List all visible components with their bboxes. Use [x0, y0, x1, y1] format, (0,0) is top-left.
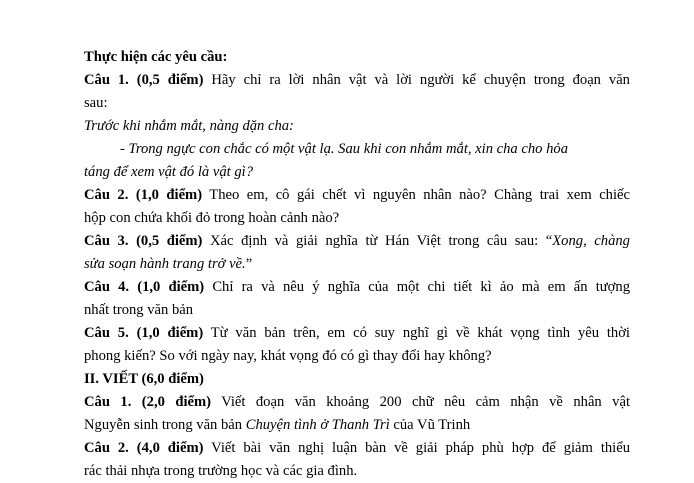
- question-2-line-2: hộp con chứa khối đỏ trong hoàn cảnh nào?: [84, 210, 340, 226]
- writing-question-2-line-2: rác thải nhựa trong trường học và các gia đình.: [84, 463, 358, 479]
- writing-question-1-text-b: Nguyễn sinh trong văn bản: [84, 417, 246, 433]
- section-heading: Thực hiện các yêu cầu:: [84, 49, 228, 65]
- writing-question-2: [84, 437, 630, 483]
- question-5-label: Câu 5. (1,0 điểm): [84, 325, 204, 341]
- question-5-line-1: [84, 322, 630, 345]
- question-5-line-2: phong kiến? So với ngày nay, khát vọng đó có gì thay đổi hay không?: [84, 348, 492, 364]
- quote-line-1: - Trong ngực con chắc có một vật lạ. Sau khi con nhắm mắt, xin cha cho hỏa: [120, 141, 568, 157]
- writing-question-2-line-1: [84, 437, 630, 460]
- question-3-line-2: [84, 253, 630, 276]
- question-1: [84, 69, 630, 184]
- question-5-text: Từ văn bản trên, em có suy nghĩ gì về khát vọng tình yêu thời: [210, 325, 630, 341]
- question-1-label: Câu 1. (0,5 điểm): [84, 72, 204, 88]
- question-5: [84, 322, 630, 368]
- question-1-line-2: sau:: [84, 95, 108, 111]
- writing-question-1-text-c: của Vũ Trinh: [389, 417, 471, 433]
- question-4: [84, 276, 630, 322]
- question-3-close-quote: ”: [245, 256, 253, 272]
- question-4-text: Chỉ ra và nêu ý nghĩa của một chi tiết kì ảo mà em ấn tượng: [212, 279, 630, 295]
- work-title: Chuyện tình ở Thanh Trì: [245, 417, 390, 433]
- question-3-quote-end: sửa soạn hành trang trở về.: [84, 256, 246, 272]
- writing-question-1-text: Viết đoạn văn khoảng 200 chữ nêu cảm nhận về nhân vật: [221, 394, 630, 410]
- question-2-line-1: [84, 184, 630, 207]
- writing-question-1-line-2: [84, 414, 630, 437]
- writing-question-1-line-1: [84, 391, 630, 414]
- exam-document: [84, 46, 630, 483]
- question-1-line-1: [84, 69, 630, 92]
- question-1-text: Hãy chỉ ra lời nhân vật và lời người kể chuyện trong đoạn văn: [211, 72, 630, 88]
- writing-question-2-label: Câu 2. (4,0 điểm): [84, 440, 204, 456]
- writing-section-title: II. VIẾT (6,0 điểm): [84, 371, 204, 387]
- question-4-line-1: [84, 276, 630, 299]
- question-2-label: Câu 2. (1,0 điểm): [84, 187, 203, 203]
- question-4-label: Câu 4. (1,0 điểm): [84, 279, 205, 295]
- quote-intro: Trước khi nhắm mắt, nàng dặn cha:: [84, 118, 294, 134]
- question-3-quote-start: Xong, chàng: [552, 233, 630, 249]
- question-4-line-2: nhất trong văn bản: [84, 302, 194, 318]
- writing-question-2-text: Viết bài văn nghị luận bàn về giải pháp phù hợp để giảm thiểu: [211, 440, 630, 456]
- question-2: [84, 184, 630, 230]
- question-2-text: Theo em, cô gái chết vì nguyên nhân nào? Chàng trai xem chiếc: [209, 187, 630, 203]
- question-3: [84, 230, 630, 276]
- question-3-label: Câu 3. (0,5 điểm): [84, 233, 203, 249]
- question-3-text: Xác định và giải nghĩa từ Hán Việt trong câu sau: “: [210, 233, 553, 249]
- writing-question-1-label: Câu 1. (2,0 điểm): [84, 394, 211, 410]
- quote-line-2: táng để xem vật đó là vật gì?: [84, 164, 254, 180]
- writing-question-1: [84, 391, 630, 437]
- question-3-line-1: [84, 230, 630, 253]
